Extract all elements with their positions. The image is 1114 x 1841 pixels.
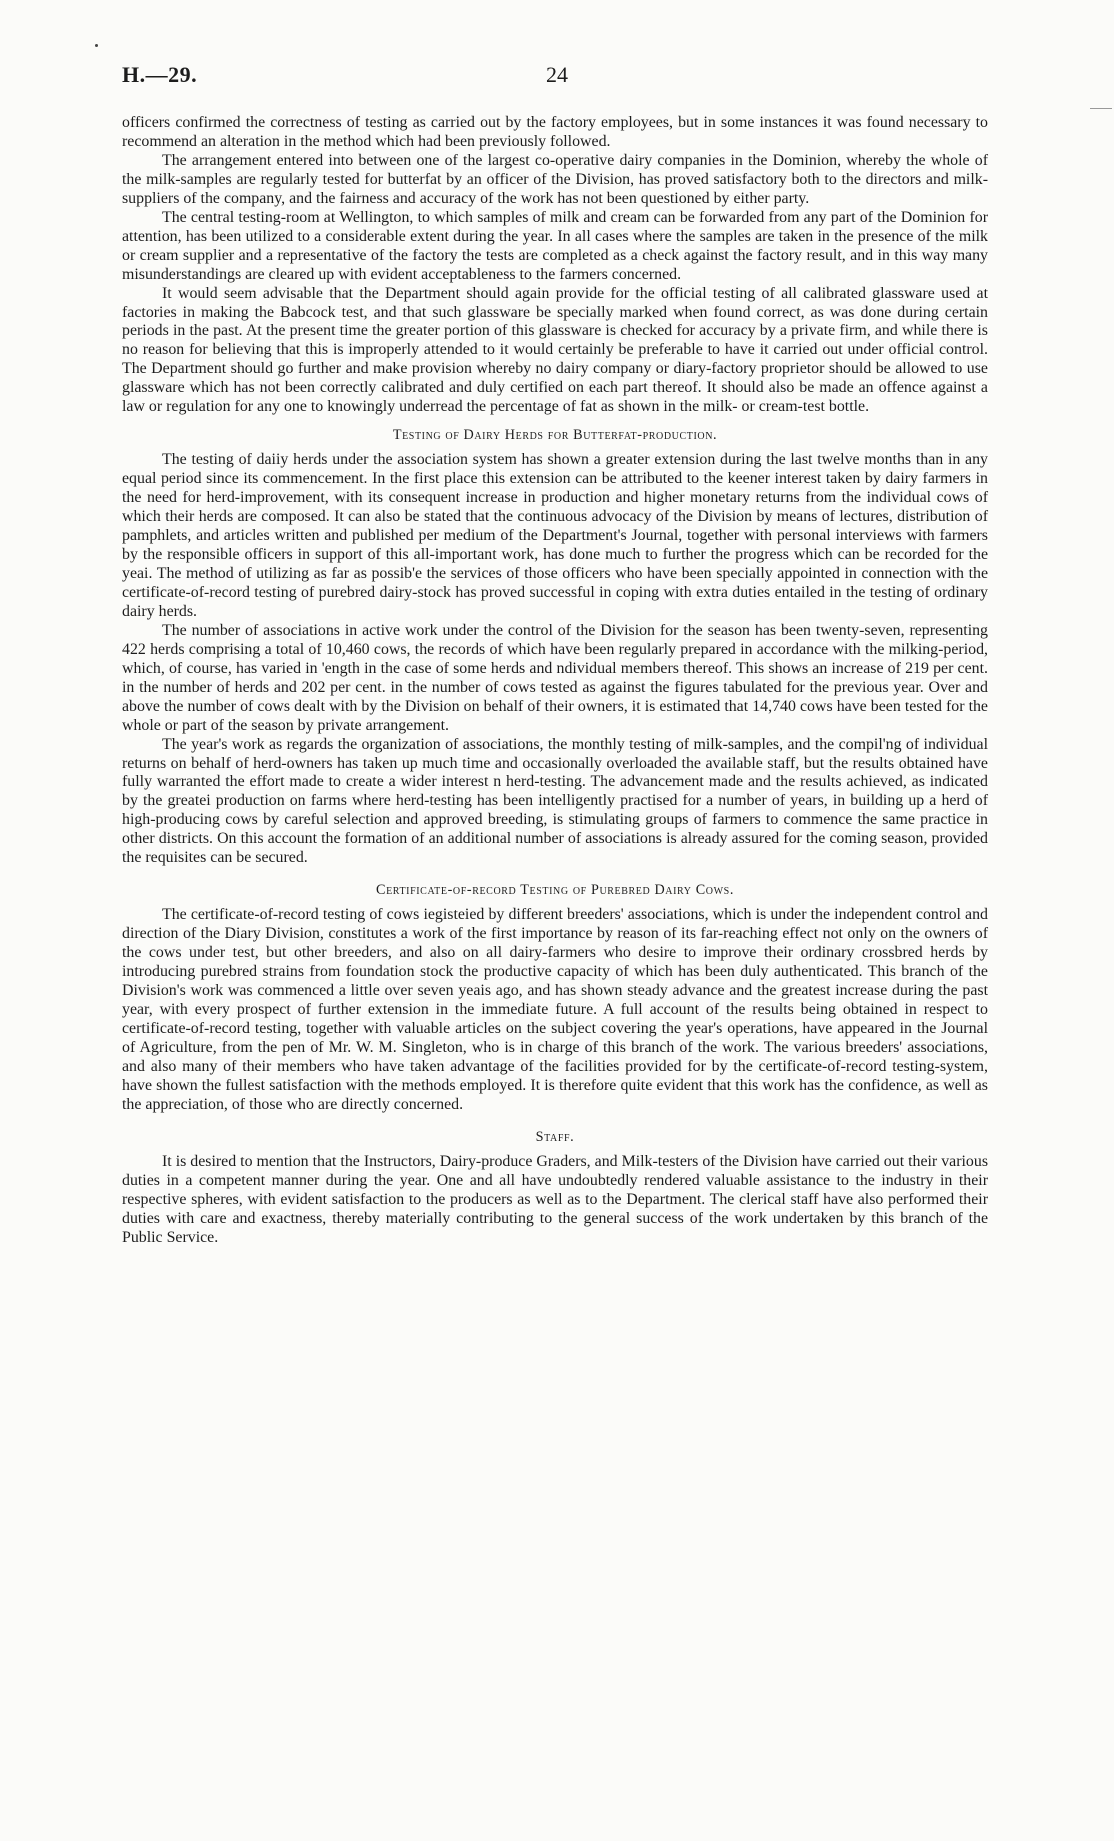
paragraph: The central testing-room at Wellington, to which samples of milk and cream can be forwarded from any part of the Dominion for attention, has been utilized to a considerable extent during the year. In all cases where the samples are taken in the presence of the milk or cream supplier and a representative of the factory the tests are completed as a check against the factory result, and in this way many misunderstandings are cleared up with evident acceptableness to the farmers concerned. [122,208,988,283]
document-reference: H.—29. [122,62,198,87]
paragraph-continued: officers confirmed the correctness of testing as carried out by the factory employees, but in some instances it was found necessary to recommend an alteration in the method which had been previously followed. [122,114,988,150]
paragraph: It is desired to mention that the Instructors, Dairy-produce Graders, and Milk-testers of the Division have carried out their various duties in a competent manner during the year. One and all have undoubtedly rendered valuable assistance to the industry in their respective spheres, with evident satisfaction to the producers as well as to the Department. The clerical staff have also performed their duties with care and exactness, thereby materially contributing to the general success of the work undertaken by this branch of the Public Service. [122,1152,988,1246]
scan-speck [95,44,98,47]
document-body [122,114,988,1247]
paragraph: The certificate-of-record testing of cows iegisteied by different breeders' associations, which is under the independent control and direction of the Diary Division, constitutes a work of the first importance by reason of its far-reaching effect not only on the owners of the cows under test, but other breeders, and also on all dairy-farmers who desire to improve their ordinary crossbred herds by introducing purebred strains from foundation stock the productive capacity of which has been duly authenticated. This branch of the Division's work was commenced a little over seven yeais ago, and has shown steady advance and the greatest increase during the past year, with every prospect of further extension in the immediate future. A full account of the results being obtained in respect to certificate-of-record testing, together with valuable articles on the subject covering the year's operations, have appeared in the Journal of Agriculture, from the pen of Mr. W. M. Singleton, who is in charge of this branch of the work. The various breeders' associations, and also many of their members who have taken advantage of the facilities provided for by the certificate-of-record testing-system, have shown the fullest satisfaction with the methods employed. It is therefore quite evident that this work has the confidence, as well as the appreciation, of those who are directly concerned. [122,906,988,1113]
paragraph: The year's work as regards the organization of associations, the monthly testing of milk-samples, and the compil'ng of individual returns on behalf of herd-owners has taken up much time and occasionally overloaded the available staff, but the results obtained have fully warranted the effort made to create a wider interest n herd-testing. The advancement made and the results achieved, as indicated by the greatei production on farms where herd-testing has been intelligently practised for a number of years, in building up a herd of high-producing cows by careful selection and approved breeding, is stimulating groups of farmers to commence the same practice in other districts. On this account the formation of an additional number of associations is already assured for the coming season, provided the requisites can be secured. [122,735,988,867]
page-number: 24 [546,62,568,87]
section-heading-herd-testing: Testing of Dairy Herds for Butterfat-production. [392,427,718,444]
section-heading-certificate-of-record: Certificate-of-record Testing of Purebred Dairy Cows. [376,882,734,899]
section-heading-staff: Staff. [535,1128,575,1145]
page-header [122,62,992,96]
margin-mark [1090,108,1112,109]
paragraph: The testing of daiiy herds under the association system has shown a greater extension during the last twelve months than in any equal period since its commencement. In the first place this extension can be attributed to the keener interest taken by dairy farmers in the need for herd-improvement, with its consequent increase in production and higher monetary returns from the individual cows of which their herds are composed. It can also be stated that the continuous advocacy of the Division by means of lectures, distribution of pamphlets, and articles written and published per medium of the Department's Journal, together with personal interviews with farmers by the responsible officers in support of this all-important work, has done much to further the progress which can be recorded for the yeai. The method of utilizing as far as possib'e the services of those officers who have been specially appointed in connection with the certificate-of-record testing of purebred dairy-stock has proved successful in coping with extra duties entailed in the testing of ordinary dairy herds. [122,451,988,620]
paragraph: The arrangement entered into between one of the largest co-operative dairy companies in the Dominion, whereby the whole of the milk-samples are regularly tested for butterfat by an officer of the Division, has proved satisfactory both to the directors and milk-suppliers of the company, and the fairness and accuracy of the work has not been questioned by either party. [122,151,988,207]
paragraph: The number of associations in active work under the control of the Division for the season has been twenty-seven, representing 422 herds comprising a total of 10,460 cows, the records of which have been regularly prepared in accordance with the milking-period, which, of course, has varied in 'ength in the case of some herds and ndividual members thereof. This shows an increase of 219 per cent. in the number of herds and 202 per cent. in the number of cows tested as against the figures tabulated for the previous year. Over and above the number of cows dealt with by the Division on behalf of their owners, it is estimated that 14,740 cows have been tested for the whole or part of the season by private arrangement. [122,621,988,734]
paragraph: It would seem advisable that the Department should again provide for the official testing of all calibrated glassware used at factories in making the Babcock test, and that such glassware be specially marked when found correct, as was done during certain periods in the past. At the present time the greater portion of this glassware is checked for accuracy by a private firm, and while there is no reason for believing that this is improperly attended to it would certainly be preferable to have it carried out under official control. The Department should go further and make provision whereby no dairy company or diary-factory proprietor should be allowed to use glassware which has not been correctly calibrated and duly certified on each part thereof. It should also be made an offence against a law or regulation for any one to knowingly underread the percentage of fat as shown in the milk- or cream-test bottle. [122,284,988,416]
